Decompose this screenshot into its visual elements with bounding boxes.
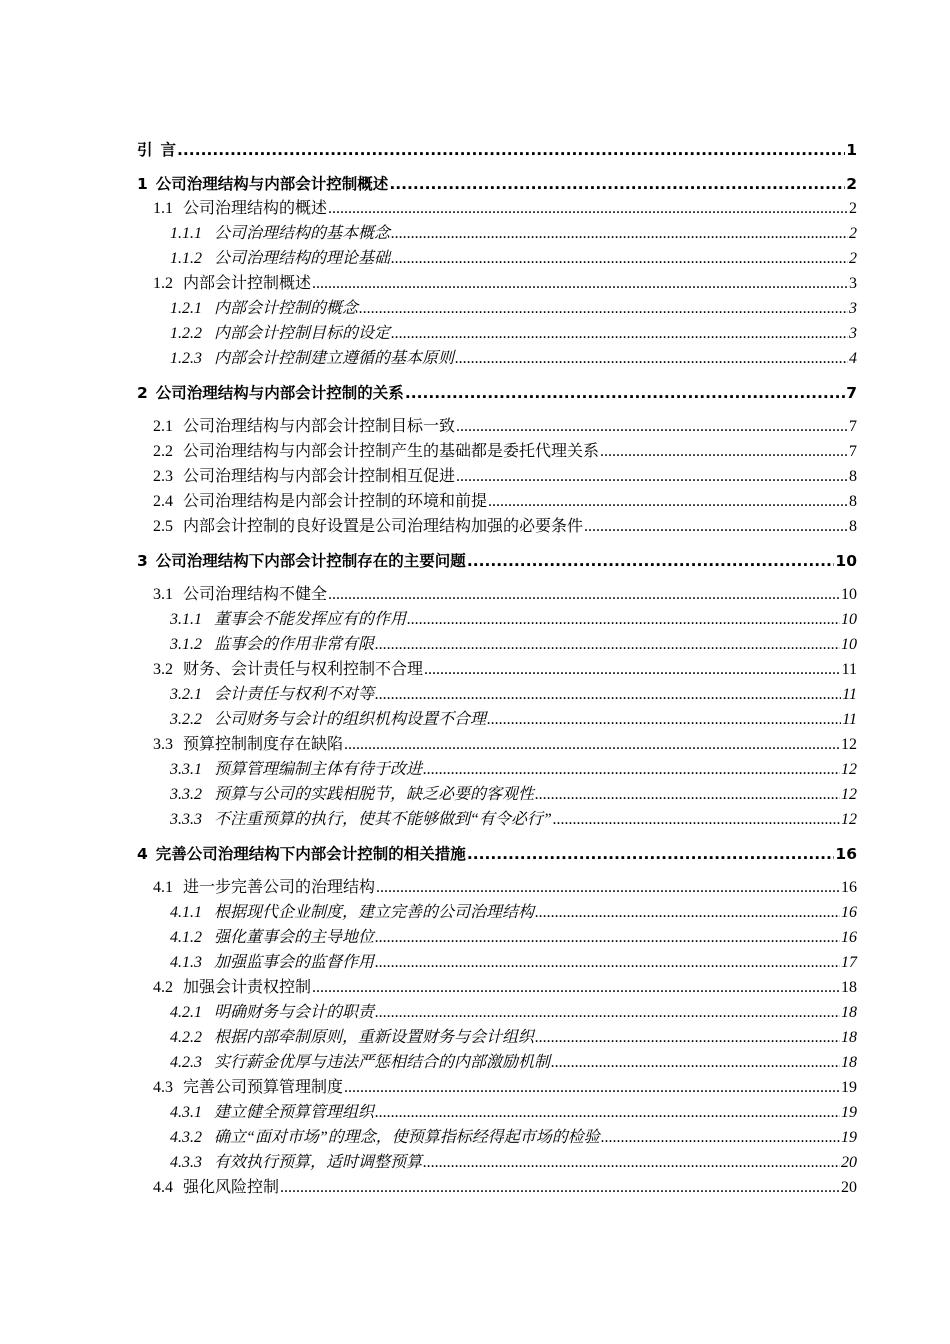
toc-entry[interactable] — [137, 382, 857, 404]
toc-page: 12 — [841, 786, 857, 803]
toc-leader — [601, 1127, 840, 1149]
toc-title: 公司治理结构的理论基础 — [214, 250, 391, 267]
toc-title: 完善公司治理结构下内部会计控制的相关措施 — [155, 845, 466, 863]
toc-number: 2 — [137, 384, 148, 402]
toc-page: 2 — [849, 250, 857, 267]
toc-entry[interactable] — [153, 1077, 857, 1099]
toc-page: 12 — [841, 811, 857, 828]
toc-entry[interactable] — [153, 584, 857, 606]
toc-entry[interactable] — [137, 843, 857, 865]
toc-leader — [423, 1152, 840, 1174]
toc-number: 3.2.2 — [170, 711, 202, 728]
toc-leader — [375, 634, 840, 656]
toc-number: 4.3.1 — [170, 1104, 202, 1121]
toc-entry[interactable] — [153, 734, 857, 756]
toc-title: 有效执行预算，适时调整预算 — [214, 1154, 423, 1171]
toc-page: 4 — [849, 350, 857, 367]
toc-title: 公司治理结构下内部会计控制存在的主要问题 — [155, 552, 466, 570]
toc-number: 1.1.2 — [170, 250, 202, 267]
toc-title: 强化风险控制 — [183, 1179, 280, 1196]
toc-title: 会计责任与权利不对等 — [214, 686, 375, 703]
toc-page: 10 — [841, 636, 857, 653]
toc-number: 4.1.1 — [170, 904, 202, 921]
toc-title: 内部会计控制的概念 — [214, 300, 359, 317]
toc-leader — [375, 952, 840, 974]
toc-entry[interactable] — [170, 609, 857, 631]
toc-leader — [177, 139, 845, 161]
toc-leader — [455, 348, 848, 370]
toc-leader — [553, 809, 840, 831]
toc-number: 4.3 — [153, 1079, 173, 1096]
toc-leader — [488, 491, 848, 513]
toc-number: 3.1.1 — [170, 611, 202, 628]
toc-title: 财务、会计责任与权利控制不合理 — [183, 661, 424, 678]
toc-entry[interactable] — [153, 466, 857, 488]
toc-title: 预算控制制度存在缺陷 — [183, 736, 344, 753]
toc-title: 进一步完善公司的治理结构 — [183, 879, 376, 896]
toc-leader — [375, 927, 840, 949]
toc-title: 建立健全预算管理组织 — [214, 1104, 375, 1121]
toc-title: 内部会计控制建立遵循的基本原则 — [214, 350, 455, 367]
toc-number: 4.2.2 — [170, 1029, 202, 1046]
toc-number: 1.2 — [153, 275, 173, 292]
toc-leader — [424, 659, 841, 681]
toc-leader — [328, 198, 848, 220]
toc-page: 18 — [841, 979, 857, 996]
toc-leader — [535, 784, 840, 806]
toc-title: 公司治理结构的基本概念 — [214, 225, 391, 242]
toc-entry[interactable] — [153, 516, 857, 538]
toc-number: 4.1.2 — [170, 929, 202, 946]
toc-page: 20 — [841, 1154, 857, 1171]
toc-number: 3.1.2 — [170, 636, 202, 653]
toc-leader — [600, 441, 848, 463]
toc-page: 1 — [846, 141, 857, 159]
toc-page: 16 — [841, 929, 857, 946]
toc-leader — [423, 759, 840, 781]
toc-entry[interactable] — [170, 927, 857, 949]
toc-page: 3 — [849, 300, 857, 317]
toc-leader — [312, 273, 848, 295]
toc-leader — [407, 609, 840, 631]
toc-title: 完善公司预算管理制度 — [183, 1079, 344, 1096]
toc-entry[interactable] — [153, 877, 857, 899]
toc-entry[interactable] — [170, 952, 857, 974]
toc-title: 加强会计责权控制 — [183, 979, 312, 996]
toc-entry[interactable] — [137, 173, 857, 195]
toc-leader — [344, 734, 840, 756]
toc-entry[interactable] — [170, 323, 857, 345]
toc-number: 3.3 — [153, 736, 173, 753]
toc-title: 明确财务与会计的职责 — [214, 1004, 375, 1021]
toc-title: 公司治理结构与内部会计控制相互促进 — [183, 468, 456, 485]
toc-leader — [456, 416, 848, 438]
toc-page: 20 — [841, 1179, 857, 1196]
toc-title: 言 — [160, 141, 177, 159]
toc-title: 预算管理编制主体有待于改进 — [214, 761, 423, 778]
toc-page: 16 — [835, 845, 857, 863]
toc-number: 2.3 — [153, 468, 173, 485]
toc-title: 加强监事会的监督作用 — [214, 954, 375, 971]
toc-number: 3.3.1 — [170, 761, 202, 778]
toc-leader — [375, 684, 841, 706]
toc-entry[interactable] — [170, 298, 857, 320]
toc-title: 内部会计控制的良好设置是公司治理结构加强的必要条件 — [183, 518, 584, 535]
toc-number: 4.3.3 — [170, 1154, 202, 1171]
toc-leader — [376, 877, 840, 899]
toc-entry[interactable] — [137, 139, 857, 161]
toc-page: 12 — [841, 761, 857, 778]
toc-entry[interactable] — [153, 198, 857, 220]
toc-page: 7 — [849, 418, 857, 435]
toc-page: 18 — [841, 1054, 857, 1071]
toc-entry[interactable] — [170, 709, 857, 731]
toc-number: 1.2.1 — [170, 300, 202, 317]
toc-title: 根据现代企业制度，建立完善的公司治理结构 — [214, 904, 535, 921]
toc-title: 内部会计控制概述 — [183, 275, 312, 292]
toc-title: 不注重预算的执行，使其不能够做到“有令必行” — [214, 811, 552, 828]
toc-page: 19 — [841, 1104, 857, 1121]
toc-leader — [551, 1052, 840, 1074]
toc-leader — [344, 1077, 840, 1099]
toc-page: 8 — [849, 493, 857, 510]
toc-entry[interactable] — [170, 1127, 857, 1149]
toc-page: 8 — [849, 518, 857, 535]
toc-number: 1 — [137, 175, 148, 193]
toc-number: 2.5 — [153, 518, 173, 535]
toc-number: 2.2 — [153, 443, 173, 460]
toc-number: 3 — [137, 552, 148, 570]
toc-page: 11 — [841, 661, 857, 678]
toc-number: 4.3.2 — [170, 1129, 202, 1146]
toc-page: 18 — [841, 1004, 857, 1021]
toc-number: 2.4 — [153, 493, 173, 510]
toc-entry[interactable] — [153, 416, 857, 438]
toc-page: 11 — [842, 686, 857, 703]
toc-title: 公司治理结构与内部会计控制产生的基础都是委托代理关系 — [183, 443, 600, 460]
toc-number: 1.1.1 — [170, 225, 202, 242]
toc-title: 公司治理结构的概述 — [183, 200, 328, 217]
toc-title: 强化董事会的主导地位 — [214, 929, 375, 946]
toc-page: 3 — [849, 275, 857, 292]
toc-title: 预算与公司的实践相脱节，缺乏必要的客观性 — [214, 786, 535, 803]
toc-entry[interactable] — [153, 273, 857, 295]
toc-leader — [467, 843, 835, 865]
toc-title: 公司治理结构不健全 — [183, 586, 328, 603]
toc-page: 10 — [841, 586, 857, 603]
toc-page: 16 — [841, 904, 857, 921]
toc-page: 19 — [841, 1129, 857, 1146]
toc-page: 7 — [849, 443, 857, 460]
toc-title: 公司治理结构是内部会计控制的环境和前提 — [183, 493, 488, 510]
toc-title: 公司治理结构与内部会计控制概述 — [155, 175, 389, 193]
toc-number: 3.2.1 — [170, 686, 202, 703]
toc-entry[interactable] — [170, 1152, 857, 1174]
toc-title: 监事会的作用非常有限 — [214, 636, 375, 653]
toc-entry[interactable] — [170, 634, 857, 656]
toc-number: 1.2.2 — [170, 325, 202, 342]
toc-page: 2 — [849, 200, 857, 217]
toc-title: 根据内部牵制原则，重新设置财务与会计组织 — [214, 1029, 535, 1046]
toc-leader — [391, 248, 848, 270]
toc-page: 10 — [835, 552, 857, 570]
toc-entry[interactable] — [170, 248, 857, 270]
toc-page: 8 — [849, 468, 857, 485]
toc-leader — [391, 223, 848, 245]
toc-page: 17 — [841, 954, 857, 971]
toc-entry[interactable] — [170, 759, 857, 781]
toc-number: 4.4 — [153, 1179, 173, 1196]
toc-number: 1.1 — [153, 200, 173, 217]
toc-entry[interactable] — [170, 1102, 857, 1124]
toc-title: 董事会不能发挥应有的作用 — [214, 611, 407, 628]
toc-page: 11 — [842, 711, 857, 728]
toc-number: 3.1 — [153, 586, 173, 603]
toc-leader — [535, 902, 840, 924]
toc-number: 1.2.3 — [170, 350, 202, 367]
toc-title: 公司治理结构与内部会计控制目标一致 — [183, 418, 456, 435]
toc-page: 10 — [841, 611, 857, 628]
toc-number: 2.1 — [153, 418, 173, 435]
toc-entry[interactable] — [170, 348, 857, 370]
toc-title: 公司治理结构与内部会计控制的关系 — [155, 384, 404, 402]
toc-number: 3.3.2 — [170, 786, 202, 803]
toc-leader — [328, 584, 840, 606]
toc-entry[interactable] — [170, 223, 857, 245]
toc-leader — [405, 382, 845, 404]
toc-page: 19 — [841, 1079, 857, 1096]
toc-page: 2 — [849, 225, 857, 242]
toc-leader — [456, 466, 848, 488]
toc-leader — [391, 323, 848, 345]
toc-number: 4 — [137, 845, 148, 863]
toc-number: 引 — [137, 141, 153, 159]
toc-entry[interactable] — [170, 684, 857, 706]
toc-number: 3.2 — [153, 661, 173, 678]
toc-title: 公司财务与会计的组织机构设置不合理 — [214, 711, 487, 728]
toc-page: 7 — [846, 384, 857, 402]
toc-entry[interactable] — [170, 809, 857, 831]
toc-number: 4.1.3 — [170, 954, 202, 971]
toc-title: 确立“面对市场”的理念，使预算指标经得起市场的检验 — [214, 1129, 600, 1146]
toc-leader — [280, 1177, 840, 1199]
toc-entry[interactable] — [153, 491, 857, 513]
toc-entry[interactable] — [170, 784, 857, 806]
toc-leader — [584, 516, 848, 538]
toc-leader — [535, 1027, 840, 1049]
toc-entry[interactable] — [170, 1027, 857, 1049]
toc-number: 4.2.1 — [170, 1004, 202, 1021]
toc-entry[interactable] — [153, 441, 857, 463]
toc-page: 12 — [841, 736, 857, 753]
toc-number: 4.1 — [153, 879, 173, 896]
toc-leader — [359, 298, 848, 320]
toc-entry[interactable] — [170, 902, 857, 924]
toc-title: 内部会计控制目标的设定 — [214, 325, 391, 342]
toc-leader — [467, 550, 835, 572]
toc-entry[interactable] — [170, 1052, 857, 1074]
toc-entry[interactable] — [153, 659, 857, 681]
toc-leader — [487, 709, 841, 731]
toc-title: 实行薪金优厚与违法严惩相结合的内部激励机制 — [214, 1054, 551, 1071]
toc-leader — [375, 1102, 840, 1124]
toc-entry[interactable] — [137, 550, 857, 572]
toc-leader — [312, 977, 840, 999]
toc-page: 16 — [841, 879, 857, 896]
toc-entry[interactable] — [153, 977, 857, 999]
toc-number: 4.2.3 — [170, 1054, 202, 1071]
toc-leader — [375, 1002, 840, 1024]
toc-page: 18 — [841, 1029, 857, 1046]
toc-entry[interactable] — [153, 1177, 857, 1199]
toc-page: 2 — [846, 175, 857, 193]
toc-number: 3.3.3 — [170, 811, 202, 828]
toc-number: 4.2 — [153, 979, 173, 996]
toc-entry[interactable] — [170, 1002, 857, 1024]
toc-page: 3 — [849, 325, 857, 342]
toc-leader — [389, 173, 845, 195]
